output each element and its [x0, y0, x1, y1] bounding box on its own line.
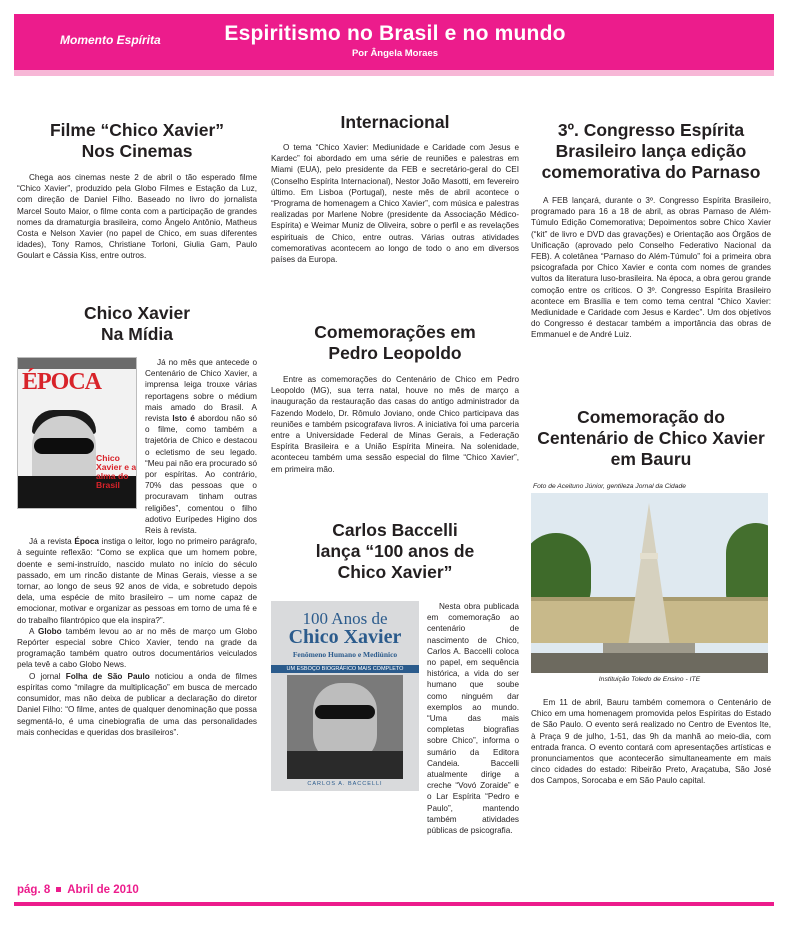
- article-title: Comemorações em Pedro Leopoldo: [314, 322, 476, 363]
- midia-p4: O jornal Folha de São Paulo noticiou a onda de filmes espíritas como “milagre da multiplicação” em busca de mercado consumidor, mas não deixa de publicar a declaração do diretor Daniel Filho: “O filme, antes de qualquer denominação que possa segmentá-lo, é uma cinebiografia de uma das personalidades mais conhecidas e queridas dos brasileiros”.: [17, 671, 257, 737]
- page-title: Espiritismo no Brasil e no mundo: [224, 22, 566, 45]
- article-body-bauru: Em 11 de abril, Bauru também comemora o Centenário de Chico em uma homenagem promovida pelos Espíritas do Estado de São Paulo. O evento será realizado no Centro de Eventos Ite, à Praça 9 de julho, 1-51, das 9h da manhã ao meio-dia, com entrada franca. O evento contará com apresentações artísticas e pronunciamentos que acontecerão simultaneamente em mais cinco cidades do estado: Ribeirão Preto, Araçatuba, São José dos Campos, Sorocaba e em São Paulo capital.: [531, 698, 771, 786]
- article-body-midia: [17, 357, 257, 738]
- article-title: Chico Xavier Na Mídia: [83, 303, 191, 344]
- article-title: Internacional: [340, 112, 450, 132]
- article-title: Comemoração do Centenário de Chico Xavier em Bauru: [537, 407, 765, 469]
- page-byline: Por Ângela Moraes: [351, 48, 439, 59]
- book-author: CARLOS A. BACCELLI: [307, 781, 383, 787]
- article-body: Entre as comemorações do Centenário de Chico em Pedro Leopoldo (MG), sua terra natal, houve no mês de março a inauguração da restauração das casas do antigo administrador da Fazendo Modelo, Dr. Rômulo Joviano, onde Chico participava das reuniões e também psicografava livros. A iniciativa foi uma parceria entre a Universidade Federal de Minas Gerais, a Federação Espírita Brasileira e a União Espírita Mineira. Na solenidade, aconteceu também uma sessão especial do filme “Chico Xavier”, em primeira mão.: [271, 375, 519, 474]
- book-title-line2: Chico Xavier: [288, 626, 402, 648]
- tower-platform: [640, 553, 658, 559]
- page-footer: [17, 884, 139, 896]
- article-baccelli: [271, 520, 519, 583]
- book-subtitle: Fenômeno Humano e Mediúnico: [292, 650, 398, 659]
- article-title: 3º. Congresso Espírita Brasileiro lança edição comemorativa do Parnaso: [541, 120, 761, 182]
- article-title: Filme “Chico Xavier” Nos Cinemas: [49, 120, 225, 161]
- article-midia: [17, 303, 257, 345]
- book-title-line1: 100 Anos de: [302, 609, 388, 628]
- article-body: O tema “Chico Xavier: Mediunidade e Caridade com Jesus e Kardec” foi abordado em uma série de reuniões e palestras em Miami (EUA), pelo presidente da FEB e secretário-geral do CEI (Conselho Espírita Internacional), Nestor João Masotti, em fevereiro último. Em Lisboa (Portugal), neste mês de abril acontece o “Programa de homenagem a Chico Xavier”, com música e palestras realizadas por Marlene Nobre (presidente da Associação Médico-Espírita) e Weimar Muniz de Oliveira, sobre o perfil e as revelações espirituais de Chico, entre outras. Várias outras atividades comemorativas acontecem ao longo de todo o ano em diversos países da Europa.: [271, 143, 519, 265]
- article-pedro-leopoldo: [271, 322, 519, 475]
- article-body: A FEB lançará, durante o 3º. Congresso Espírita Brasileiro, programado para 16 a 18 de abril, as obras Parnaso de Além-Túmulo Edição Comemorativa; Depoimentos sobre Chico Xavier (“kit” de livro e DVD das gravações) e Orientação aos Órgãos de Unificação (aprovado pelo Conselho Federativo Nacional da FEB). A coletânea “Parnaso do Além-Túmulo” foi a primeira obra psicografada por Chico Xavier e conta com nomes de grandes vultos da literatura luso-brasileira. Na época, a obra gerou grande comoção entre os críticos. O 3º. Congresso Espírita Brasileiro acontece em Brasília e tem como tema central “Chico Xavier: Mediunidade e Caridade com Jesus e Kardec”. Um dos objetivos do Congresso é destacar também a importância das obras de Emmanuel e de André Luiz.: [531, 196, 771, 340]
- tower: [627, 503, 671, 653]
- footer-rule: [14, 902, 774, 906]
- article-congresso: [531, 120, 771, 341]
- midia-p2: Já a revista Época instiga o leitor, logo no primeiro parágrafo, à seguinte reflexão: “Como se explica que um homem pobre, doente e semi-instruído, nascido mulato no início do século passado, em um rincão distante de Minas Gerais, viesse a se tornar, ao longo de seus 92 anos de vida, e sobretudo depois dela, uma espécie de mito brasileiro – um nome capaz de emocionar, motivar e organizar as pessoas em torno de uma fé e do trabalho filantrópico que ela inspira?”.: [17, 537, 258, 625]
- epoca-logo: ÉPOCA: [22, 369, 101, 395]
- article-body: Chega aos cinemas neste 2 de abril o tão esperado filme “Chico Xavier”, produzido pela Globo Filmes e Estação da Luz, com direção de Daniel Filho. Baseado no livro do jornalista Marcel Souto Maior, o filme conta com a participação de grandes nomes da dramaturgia brasileira, como Ângelo Antônio, Matheus Costa e Nelson Xavier (no papel de Chico, em suas diferentes idades), Tony Ramos, Christiane Torloni, Giulia Gam, Paulo Goulart e Cássia Kiss, entre outros.: [17, 173, 257, 261]
- section-name: Momento Espírita: [60, 33, 161, 47]
- bullet-icon: [56, 887, 61, 892]
- article-title: Carlos Baccelli lança “100 anos de Chico Xavier”: [315, 520, 475, 582]
- article-internacional: [271, 112, 519, 265]
- article-body-baccelli: Nesta obra publicada em comemoração ao centenário de nascimento de Chico, Carlos A. Baccelli coloca no papel, em sequência histórica, a vida do ser humano que soube como ninguém dar exemplos ao mundo. “Uma das mais completas biografias sobre Chico”, informa o sumário da Editora Candeia. Baccelli atualmente dirige a creche “Vovó Zoraide” e o Lar Espírita “Pedro e Paulo”, mantendo também atividades públicas de psicografia.: [427, 602, 519, 836]
- article-filme: [17, 120, 257, 262]
- issue-date: Abril de 2010: [67, 884, 139, 896]
- book-band: UM ESBOÇO BIOGRÁFICO MAIS COMPLETO: [271, 665, 419, 673]
- midia-p3: A Globo também levou ao ar no mês de março um Globo Repórter especial sobre Chico Xavier, tendo na grade da programação também quatro outros documentários veiculados pela tevê a cabo Globo News.: [17, 626, 257, 670]
- midia-p1: Já no mês que antecede o Centenário de Chico Xavier, a imprensa leiga trouxe várias reportagens sobre o médium mais amado do Brasil. A revista Isto é abordou não só o filme, como também a trajetória de Chico e destacou o ecletismo de seu legado. “Meu pai não era procurado só por espíritas. Ao contrário, 70% das pessoas que o procuravam tinham outras religiões”, comentou o filho adotivo Eurípedes Higino dos Reis à revista.: [145, 358, 257, 536]
- cover-headline: Chico Xavier e a alma do Brasil: [96, 453, 137, 490]
- photo-credit: Foto de Aceituno Júnior, gentileza Jornal da Cidade: [533, 483, 686, 490]
- header-under-stripe: [14, 70, 774, 76]
- ground: [531, 653, 768, 673]
- photo-caption: Instituição Toledo de Ensino - ITE: [598, 676, 701, 683]
- bauru-photo: [531, 493, 768, 673]
- page-number: pág. 8: [17, 884, 51, 896]
- article-bauru: [531, 407, 771, 470]
